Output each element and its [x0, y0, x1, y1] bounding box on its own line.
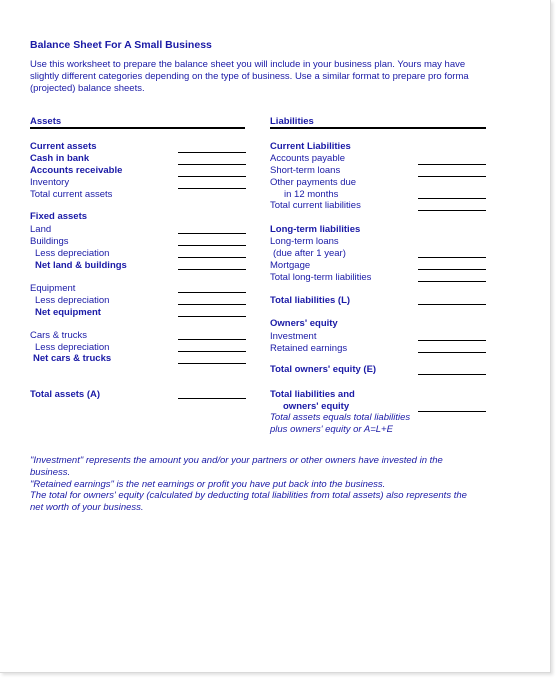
payable-entry-line[interactable]: [418, 164, 486, 165]
balance-formula-line-2: plus owners' equity or A=L+E: [270, 424, 393, 435]
total-long-term-liabilities-label: Total long-term liabilities: [270, 272, 372, 283]
liabilities-header: Liabilities: [270, 116, 314, 127]
depreciation-entry-line-3[interactable]: [178, 351, 246, 352]
total-current-liabilities-label: Total current liabilities: [270, 200, 361, 211]
total-liabilities-equity-label: Total liabilities and: [270, 389, 355, 400]
note-retained-earnings: "Retained earnings" is the net earnings or profit you have put back into the business.: [30, 478, 386, 490]
total-liabilities-label: Total liabilities (L): [270, 295, 351, 306]
footnotes: [30, 455, 470, 514]
net-cars-trucks-label: Net cars & trucks: [33, 353, 112, 364]
current-assets-heading: Current assets: [30, 141, 97, 152]
assets-header-rule: [30, 127, 245, 129]
less-depreciation-label-1: Less depreciation: [35, 248, 110, 259]
fixed-assets-heading: Fixed assets: [30, 211, 88, 222]
short-loans-entry-line[interactable]: [418, 176, 486, 177]
assets-header: Assets: [30, 116, 62, 127]
total-liabilities-equity-label-cont: owners' equity: [283, 401, 350, 412]
net-land-entry-line[interactable]: [178, 269, 246, 270]
cars-trucks-label: Cars & trucks: [30, 330, 88, 341]
retained-earnings-label: Retained earnings: [270, 343, 348, 354]
short-term-loans-label: Short-term loans: [270, 165, 341, 176]
total-assets-entry-line[interactable]: [178, 398, 246, 399]
owners-equity-heading: Owners' equity: [270, 318, 338, 329]
total-current-liabilities-line[interactable]: [418, 210, 486, 211]
long-term-loans-label-cont: (due after 1 year): [273, 248, 346, 259]
balance-formula-line-1: Total assets equals total liabilities: [270, 412, 411, 423]
total-liabilities-equity-entry-line[interactable]: [418, 411, 486, 412]
buildings-label: Buildings: [30, 236, 69, 247]
cash-label: Cash in bank: [30, 153, 90, 164]
current-liabilities-heading: Current Liabilities: [270, 141, 351, 152]
total-owners-equity-label: Total owners' equity (E): [270, 364, 377, 375]
total-current-assets-line[interactable]: [178, 188, 246, 189]
other-payments-label-cont: in 12 months: [284, 189, 339, 200]
other-payments-label: Other payments due: [270, 177, 357, 188]
accounts-payable-label: Accounts payable: [270, 153, 345, 164]
cars-entry-line[interactable]: [178, 339, 246, 340]
land-label: Land: [30, 224, 52, 235]
depreciation-entry-line-2[interactable]: [178, 304, 246, 305]
land-entry-line[interactable]: [178, 233, 246, 234]
long-term-loans-label: Long-term loans: [270, 236, 339, 247]
less-depreciation-label-3: Less depreciation: [35, 342, 110, 353]
note-investment: "Investment" represents the amount you and/or your partners or other owners have invested in the business.: [30, 455, 443, 478]
total-liabilities-entry-line[interactable]: [418, 304, 486, 305]
long-loans-entry-line[interactable]: [418, 257, 486, 258]
intro-paragraph: Use this worksheet to prepare the balance sheet you will include in your business plan. Yours may have slightly different categories depending on the type of business. Use a similar format to prepare pro forma (projected) balance sheets.: [30, 59, 469, 94]
mortgage-label: Mortgage: [270, 260, 311, 271]
receivable-label: Accounts receivable: [30, 165, 123, 176]
total-long-term-liabilities-line[interactable]: [418, 281, 486, 282]
equipment-label: Equipment: [30, 283, 76, 294]
receivable-entry-line[interactable]: [178, 164, 246, 165]
net-land-buildings-label: Net land & buildings: [35, 260, 127, 271]
retained-earnings-entry-line[interactable]: [418, 352, 486, 353]
investment-entry-line[interactable]: [418, 340, 486, 341]
long-term-liabilities-heading: Long-term liabilities: [270, 224, 361, 235]
buildings-entry-line[interactable]: [178, 245, 246, 246]
inventory-label: Inventory: [30, 177, 70, 188]
note-owners-equity: The total for owners' equity (calculated by deducting total liabilities from total assets) also represents the net worth of your business.: [30, 490, 467, 514]
equipment-entry-line[interactable]: [178, 292, 246, 293]
liabilities-header-rule: [270, 127, 486, 129]
investment-label: Investment: [270, 331, 317, 342]
total-owners-equity-line[interactable]: [418, 374, 486, 375]
less-depreciation-label-2: Less depreciation: [35, 295, 110, 306]
net-cars-entry-line[interactable]: [178, 363, 246, 364]
total-current-assets-label: Total current assets: [30, 189, 113, 200]
inventory-entry-line[interactable]: [178, 176, 246, 177]
total-assets-label: Total assets (A): [30, 389, 101, 400]
net-equipment-entry-line[interactable]: [178, 316, 246, 317]
depreciation-entry-line-1[interactable]: [178, 257, 246, 258]
mortgage-entry-line[interactable]: [418, 269, 486, 270]
other-payments-entry-line[interactable]: [418, 198, 486, 199]
net-equipment-label: Net equipment: [35, 307, 101, 318]
cash-entry-line[interactable]: [178, 152, 246, 153]
document-title: Balance Sheet For A Small Business: [30, 39, 212, 51]
